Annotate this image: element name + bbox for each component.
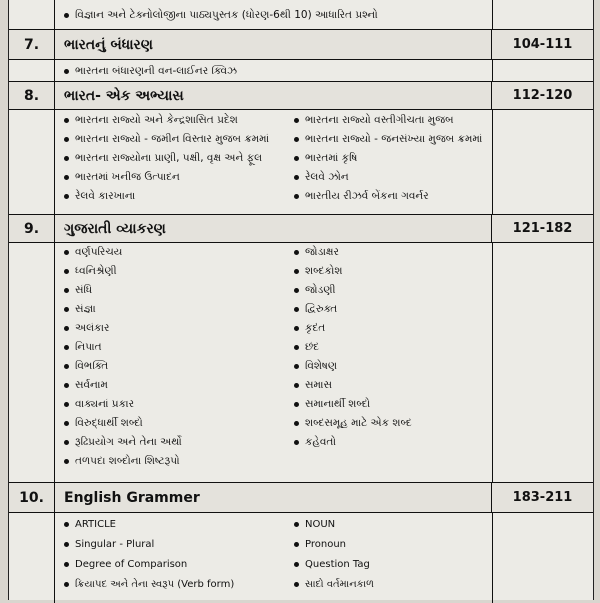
section-header-7 (9, 30, 593, 60)
content-cell (54, 60, 493, 81)
bullet-icon (294, 364, 299, 369)
list-item: ભારતમાં ખનીજ ઉત્પાદન (64, 171, 180, 184)
list-item: Degree of Comparison (64, 559, 187, 570)
list-item: ભારતના રાજ્યો - જનસંખ્યા મુજબ ક્રમમાં (294, 133, 482, 146)
list-item: સર્વનામ (64, 379, 108, 392)
list-item: ભારતના રાજ્યો - જમીન વિસ્તાર મુજબ ક્રમમાં (64, 133, 269, 146)
list-item: ધ્વનિશ્રેણી (64, 265, 117, 278)
bullet-icon (294, 562, 299, 567)
bullet-icon (64, 175, 69, 180)
list-item: Question Tag (294, 559, 370, 570)
list-item: શબ્દસમૂહ માટે એક શબ્દ (294, 417, 412, 430)
bullet-icon (294, 194, 299, 199)
content-row-top (9, 0, 593, 30)
bullet-icon (294, 269, 299, 274)
list-item: કહેવતો (294, 436, 336, 449)
bullet-icon (294, 542, 299, 547)
bullet-icon (294, 175, 299, 180)
content-cell (54, 243, 493, 482)
bullet-icon (64, 250, 69, 255)
section-content-8 (9, 110, 593, 215)
list-item: નિપાત (64, 341, 102, 354)
section-content-10 (9, 513, 593, 603)
bullet-icon (64, 542, 69, 547)
bullet-icon (294, 307, 299, 312)
bullet-icon (64, 364, 69, 369)
list-item: સમાસ (294, 379, 332, 392)
section-pages: 112-120 (512, 88, 573, 103)
section-header-10 (9, 483, 593, 513)
list-item: દ્વિરુક્ત (294, 303, 337, 316)
content-cell (54, 110, 493, 214)
bullet-icon (64, 307, 69, 312)
list-item: Singular - Plural (64, 539, 154, 550)
section-pages: 121-182 (512, 221, 573, 236)
bullet-icon (64, 421, 69, 426)
bullet-icon (64, 402, 69, 407)
bullet-icon (64, 562, 69, 567)
list-item: વાક્યનાં પ્રકાર (64, 398, 134, 411)
section-pages: 104-111 (512, 37, 573, 52)
row-number-cell (9, 0, 55, 29)
list-item: વિજ્ઞાન અને ટેક્નોલોજીના પાઠ્યપુસ્તક (ધોરણ-6થી 10) આધારિત પ્રશ્નો (64, 9, 378, 22)
list-item: તળપદા શબ્દોના શિષ્ટરૂપો (64, 455, 180, 468)
bullet-icon (64, 522, 69, 527)
bullet-icon (294, 156, 299, 161)
bullet-icon (64, 269, 69, 274)
list-item: ભારતના રાજ્યોના પ્રાણી, પક્ષી, વૃક્ષ અને ફૂલ (64, 152, 262, 165)
bullet-icon (294, 137, 299, 142)
list-item: રૂઢિપ્રયોગ અને તેના અર્થો (64, 436, 182, 449)
list-item: Pronoun (294, 539, 346, 550)
list-item: ભારતના રાજ્યો વસ્તીગીચતા મુજબ (294, 114, 454, 127)
section-number: 10. (9, 483, 55, 512)
bullet-icon (294, 288, 299, 293)
list-item: રેલવે ઝોન (294, 171, 349, 184)
list-item: રેલવે કારખાના (64, 190, 135, 203)
list-item: NOUN (294, 519, 335, 530)
list-item: ભારતીય રીઝર્વ બેંકના ગવર્નર (294, 190, 429, 203)
section-title: ગુજરાતી વ્યાકરણ (54, 215, 492, 242)
list-item: સંજ્ઞા (64, 303, 96, 316)
list-item: છંદ (294, 341, 319, 354)
list-item: અલંકાર (64, 322, 109, 335)
bullet-icon (64, 345, 69, 350)
bullet-icon (64, 459, 69, 464)
section-content-9 (9, 243, 593, 483)
bullet-icon (294, 250, 299, 255)
bullet-icon (64, 13, 69, 18)
bullet-icon (294, 582, 299, 587)
bullet-icon (64, 326, 69, 331)
bullet-icon (294, 383, 299, 388)
bullet-icon (294, 345, 299, 350)
list-item: વિરુદ્ધાર્થી શબ્દો (64, 417, 143, 430)
list-item: સમાનાર્થી શબ્દો (294, 398, 370, 411)
section-number: 9. (9, 215, 55, 242)
bullet-icon (64, 118, 69, 123)
bullet-icon (294, 402, 299, 407)
bullet-icon (294, 440, 299, 445)
bullet-icon (294, 421, 299, 426)
list-item: જોડાક્ષર (294, 246, 339, 259)
list-item: સાદો વર્તમાનકાળ (294, 579, 374, 590)
list-item: સંધિ (64, 284, 92, 297)
section-header-9 (9, 215, 593, 243)
content-cell (54, 513, 493, 603)
bullet-icon (64, 582, 69, 587)
list-item: ક્રિયાપદ અને તેના સ્વરૂપ (Verb form) (64, 579, 234, 590)
bullet-icon (64, 194, 69, 199)
section-number: 8. (9, 82, 55, 109)
list-item: વર્ણપરિચય (64, 246, 122, 259)
section-number: 7. (9, 30, 55, 59)
section-header-8 (9, 82, 593, 110)
section-pages: 183-211 (512, 490, 573, 505)
list-item: જોડણી (294, 284, 335, 297)
list-item: ભારતના રાજ્યો અને કેન્દ્રશાસિત પ્રદેશ (64, 114, 238, 127)
list-item: કૃદંત (294, 322, 325, 335)
bullet-icon (64, 156, 69, 161)
bullet-icon (294, 326, 299, 331)
list-item: શબ્દકોશ (294, 265, 343, 278)
bullet-icon (64, 383, 69, 388)
bullet-icon (294, 522, 299, 527)
bullet-icon (64, 288, 69, 293)
section-title: English Grammer (54, 483, 492, 512)
section-title: ભારત- એક અભ્યાસ (54, 82, 492, 109)
table-of-contents (8, 0, 594, 600)
list-item: વિશેષણ (294, 360, 337, 373)
list-item: ભારતના બંધારણની વન-લાઈનર ક્વિઝ (64, 65, 237, 78)
list-item: ભારતમાં કૃષિ (294, 152, 357, 165)
bullet-icon (294, 118, 299, 123)
list-item: વિભક્તિ (64, 360, 108, 373)
section-content-7 (9, 60, 593, 82)
content-cell (54, 0, 493, 29)
bullet-icon (64, 69, 69, 74)
bullet-icon (64, 440, 69, 445)
section-title: ભારતનું બંધારણ (54, 30, 492, 59)
list-item: ARTICLE (64, 519, 116, 530)
bullet-icon (64, 137, 69, 142)
